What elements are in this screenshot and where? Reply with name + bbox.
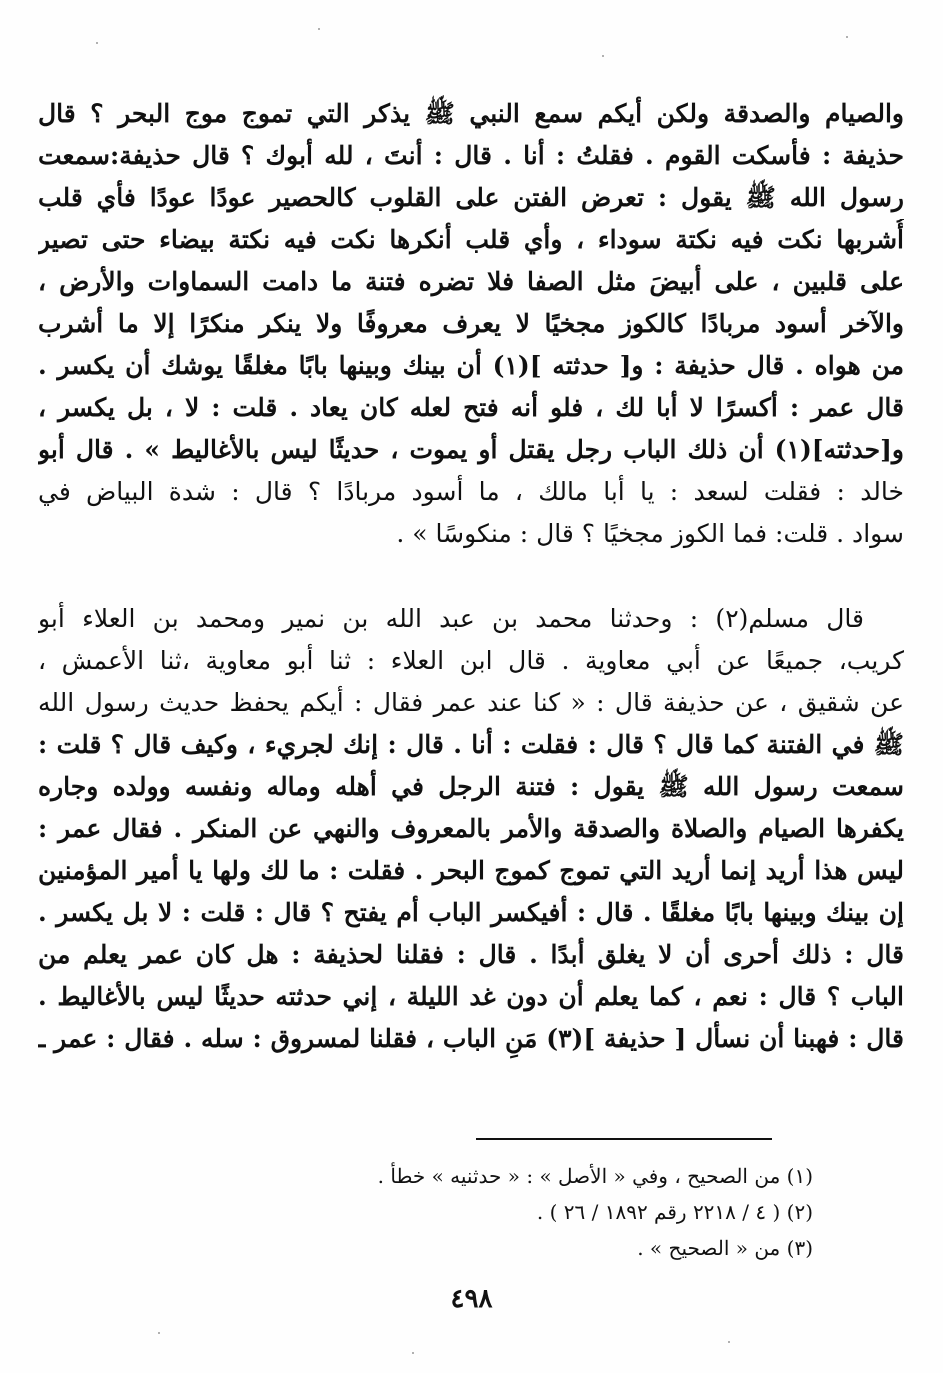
text-line: رسول الله ﷺ يقول : تعرض الفتن على القلوب كالحصير عودًا عودًا فأي قلب: [38, 183, 904, 212]
scan-speck: [412, 1352, 414, 1354]
text-line: قال مسلم(٢) : وحدثنا محمد بن عبد الله بن نمير ومحمد بن العلاء أبو: [38, 604, 864, 633]
footnote: (١) من الصحيح ، وفي « الأصل » : « حدثنيه » خطأ .: [377, 1164, 813, 1188]
text-line: ليس هذا أريد إنما أريد التي تموج كموج البحر . فقلت : ما لك ولها يا أمير المؤمنين: [38, 856, 904, 885]
footnote: (٢) ( ٤ / ٢٢١٨ رقم ١٨٩٢ / ٢٦ ) .: [536, 1200, 813, 1224]
scan-speck: [728, 1341, 730, 1343]
text-line: خالد : فقلت لسعد : يا أبا مالك ، ما أسود مربادًا ؟ قال : شدة البياض في: [38, 477, 904, 506]
text-line: الباب ؟ قال : نعم ، كما يعلم أن دون غد الليلة ، إني حدثته حديثًا ليس بالأغاليط .: [38, 982, 904, 1011]
footnotes: [173, 1158, 813, 1266]
text-line: والآخر أسود مربادًا كالكوز مجخيًا لا يعرف معروفًا ولا ينكر منكرًا إلا ما أشرب: [38, 309, 904, 338]
text-line: إن بينك وبينها بابًا مغلقًا . قال : أفيكسر الباب أم يفتح ؟ قال : قلت : لا بل يكسر .: [38, 898, 904, 927]
text-line: قال عمر : أكسرًا لا أبا لك ، فلو أنه فتح لعله كان يعاد . قلت : لا ، بل يكسر ،: [38, 393, 904, 422]
footnote-divider: [476, 1138, 772, 1140]
text-line: أُشربها نكت فيه نكتة سوداء ، وأي قلب أنكرها نكت فيه نكتة بيضاء حتى تصير: [38, 225, 904, 254]
text-line: من هواه . قال حذيفة : و[ حدثته ](١) أن بينك وبينها بابًا مغلقًا يوشك أن يكسر .: [38, 351, 904, 380]
text-line: يكفرها الصيام والصلاة والصدقة والأمر بالمعروف والنهي عن المنكر . فقال عمر :: [38, 814, 904, 843]
scan-speck: [318, 28, 320, 30]
scan-speck: [158, 1332, 160, 1334]
page-number: ٤٩٨: [450, 1284, 493, 1314]
text-line: و[حدثته](١) أن ذلك الباب رجل يقتل أو يموت ، حديثًا ليس بالأغاليط » . قال أبو: [38, 435, 904, 464]
text-line: والصيام والصدقة ولكن أيكم سمع النبي ﷺ يذكر التي تموج موج البحر ؟ قال: [38, 99, 904, 128]
text-line: سمعت رسول الله ﷺ يقول : فتنة الرجل في أهله وماله ونفسه وولده وجاره: [38, 772, 904, 801]
text-line: حذيفة : فأسكت القوم . فقلتُ : أنا . قال : أنتَ ، لله أبوك ؟ قال حذيفة:سمعت: [38, 141, 904, 170]
text-line: ﷺ في الفتنة كما قال ؟ قال : فقلت : أنا . قال : إنك لجريء ، وكيف قال ؟ قلت :: [38, 730, 904, 759]
text-line: كريب، جميعًا عن أبي معاوية . قال ابن العلاء : ثنا أبو معاوية ،ثنا الأعمش ،: [38, 646, 904, 675]
text-line: عن شقيق ، عن حذيفة قال : « كنا عند عمر فقال : أيكم يحفظ حديث رسول الله: [38, 688, 904, 717]
text-line: على قلبين ، على أبيضَ مثل الصفا فلا تضره فتنة ما دامت السماوات والأرض ،: [38, 267, 904, 296]
scan-speck: [96, 42, 98, 44]
paragraph-2: [38, 598, 904, 1060]
text-line: سواد . قلت: فما الكوز مجخيًا ؟ قال : منكوسًا » .: [396, 519, 904, 548]
paragraph-1: [38, 93, 904, 555]
footnote: (٣) من « الصحيح » .: [637, 1236, 813, 1260]
scan-speck: [602, 55, 604, 57]
scan-speck: [846, 36, 848, 38]
text-line: قال : ذلك أحرى أن لا يغلق أبدًا . قال : فقلنا لحذيفة : هل كان عمر يعلم من: [38, 940, 904, 969]
text-line: قال : فهبنا أن نسأل [ حذيفة ](٣) مَنِ الباب ، فقلنا لمسروق : سله . فقال : عمر ـ: [38, 1024, 904, 1053]
